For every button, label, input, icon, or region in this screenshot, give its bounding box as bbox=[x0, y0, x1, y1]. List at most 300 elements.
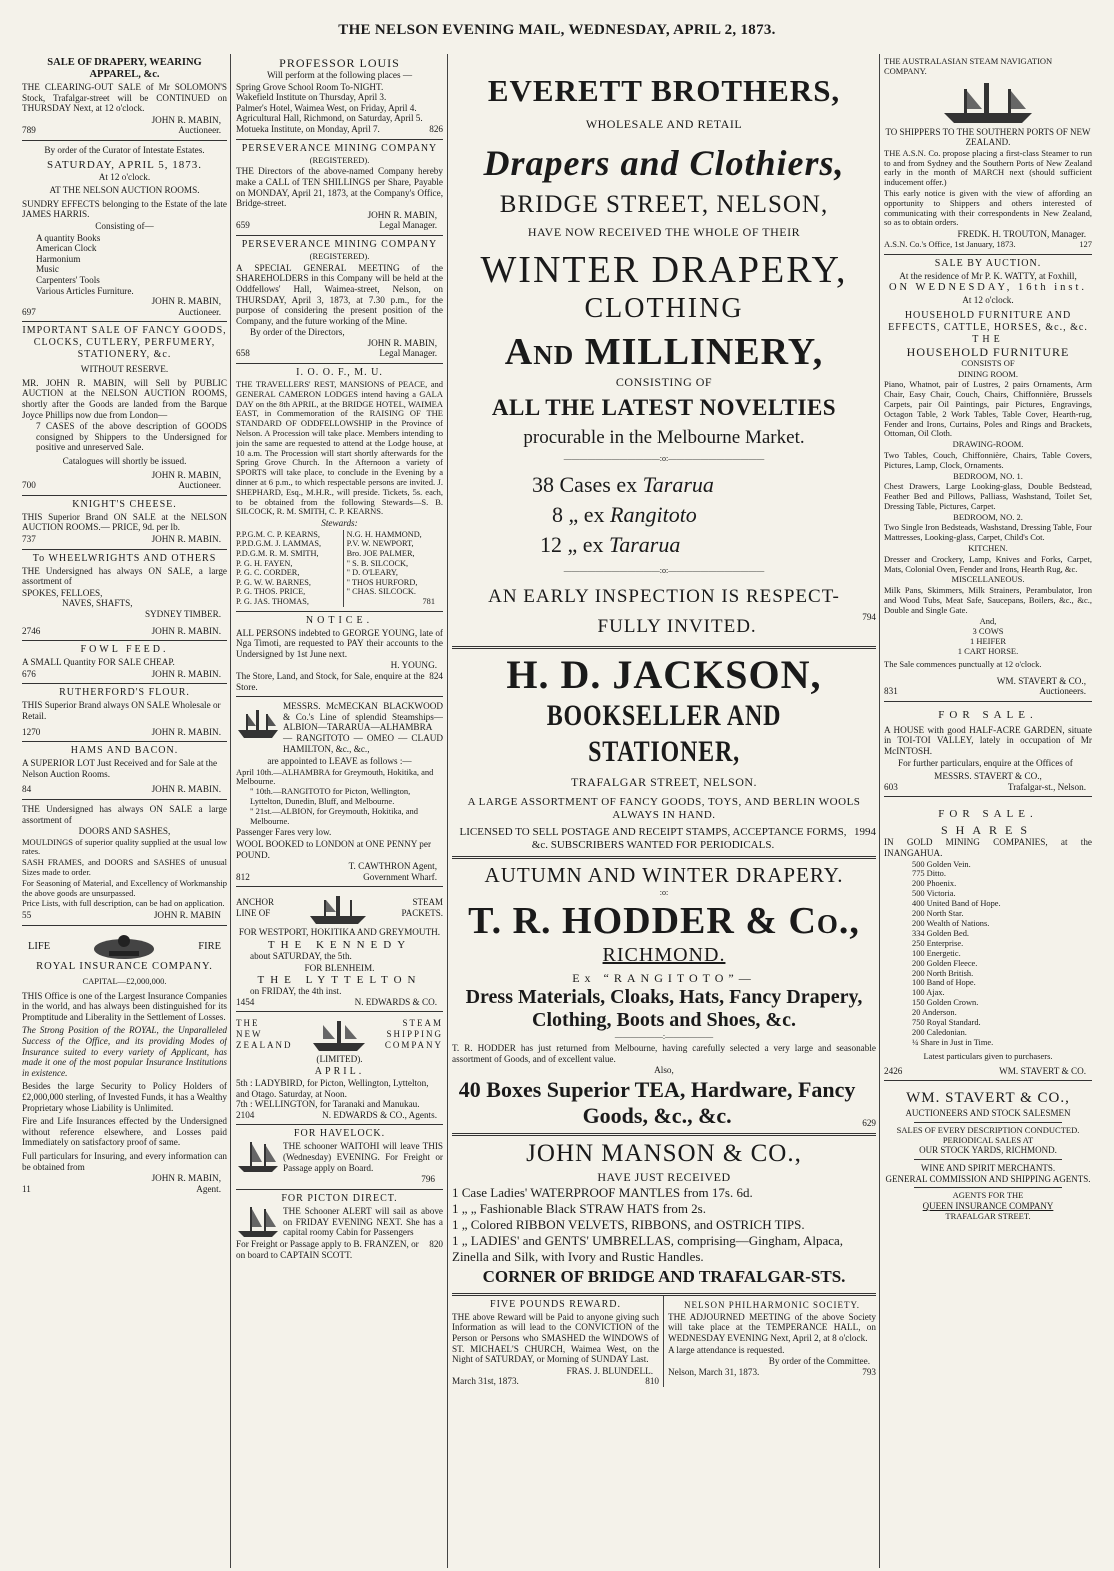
share-item: 200 North Star. bbox=[912, 909, 964, 919]
ad-number: 796 bbox=[421, 1174, 435, 1185]
ad-address: BRIDGE STREET, NELSON, bbox=[499, 191, 829, 218]
ad-signature: JOHN R. MABIN, bbox=[151, 114, 221, 125]
ad-novelties: ALL THE LATEST NOVELTIES bbox=[491, 395, 837, 420]
steamship-icon bbox=[309, 1015, 369, 1053]
ad-label: ZEALAND bbox=[236, 1039, 293, 1050]
ad-shares: SHARES bbox=[940, 823, 1035, 838]
ad-title: FOR PICTON DIRECT. bbox=[281, 1192, 398, 1204]
ad-number: 55 bbox=[22, 910, 32, 921]
list-item: Wakefield Institute on Thursday, April 3. bbox=[236, 92, 387, 103]
steward-row: P.D.G.M. R. M. SMITH, bbox=[236, 549, 319, 558]
steward-row: P.P.G.M. C. P. KEARNS, bbox=[236, 529, 320, 539]
stock-item: 3 COWS bbox=[972, 626, 1004, 637]
ad-number: 1454 bbox=[236, 996, 255, 1007]
ad-philharmonic bbox=[664, 1296, 876, 1387]
steward-row: " CHAS. SILCOCK. bbox=[346, 587, 416, 597]
ad-body: Will perform at the following places — bbox=[266, 70, 413, 80]
ad-signature: JOHN R. MABIN, bbox=[151, 1173, 221, 1184]
ad-hd-jackson bbox=[452, 649, 876, 859]
ad-line: GENERAL COMMISSION AND SHIPPING AGENTS. bbox=[885, 1173, 1091, 1184]
ad-role: Legal Manager. bbox=[379, 220, 437, 231]
ad-time: At 12 o'clock. bbox=[962, 295, 1014, 306]
ad-number: 810 bbox=[645, 1376, 659, 1387]
sailing-row: 5th : LADYBIRD, for Picton, Wellington, Lyttelton, and Otago. Saturday, at Noon. bbox=[236, 1078, 429, 1099]
ad-wheelwrights bbox=[22, 550, 227, 642]
steamship-icon bbox=[938, 77, 1038, 127]
ad-inspection-2: FULLY INVITED. bbox=[597, 616, 757, 637]
ad-title: HAMS AND BACON. bbox=[70, 745, 179, 757]
ad-number: 789 bbox=[22, 125, 36, 136]
ad-anchor-line bbox=[236, 887, 443, 1012]
ad-subtitle: WHOLESALE AND RETAIL bbox=[585, 117, 743, 131]
ad-stewards-label: Stewards: bbox=[321, 518, 358, 529]
ad-subtitle: WITHOUT RESERVE. bbox=[80, 364, 169, 375]
ad-role: Auctioneers. bbox=[1039, 686, 1086, 697]
steward-row: P. G. C. CORDER, bbox=[236, 568, 300, 578]
ad-stavert-co bbox=[884, 1081, 1092, 1225]
ad-intestate-sale bbox=[22, 141, 227, 322]
ad-the: THE bbox=[972, 333, 1004, 345]
ad-title: PROFESSOR LOUIS bbox=[279, 56, 400, 70]
ad-mcmeckan-steamships bbox=[236, 697, 443, 887]
column-rule bbox=[447, 54, 448, 1568]
ad-body: A SUPERIOR LOT Just Received and for Sale at the Nelson Auction Rooms. bbox=[22, 758, 218, 779]
ad-signature: N. EDWARDS & CO., Agents. bbox=[322, 1109, 437, 1120]
ad-perseverance-meeting bbox=[236, 236, 443, 364]
ad-title: SALE OF DRAPERY, WEARING APPAREL, &c. bbox=[47, 57, 202, 80]
ad-number: 84 bbox=[22, 784, 32, 795]
list-item: Various Articles Furniture. bbox=[36, 285, 134, 296]
ad-signature: N. EDWARDS & CO. bbox=[354, 996, 437, 1007]
ad-and: And, bbox=[979, 615, 997, 626]
ad-perseverance-call bbox=[236, 140, 443, 236]
ship-date: about SATURDAY, the 5th. bbox=[250, 951, 352, 962]
ad-line: WINE AND SPIRIT MERCHANTS. bbox=[920, 1162, 1056, 1173]
sailing-row: " 21st.—ALBION, for Greymouth, Hokitika, and Melbourne. bbox=[250, 805, 419, 826]
ad-line: For Seasoning of Material, and Excellency of Workmanship the above goods are unsurpassed. bbox=[22, 877, 227, 898]
ad-line: SPOKES, FELLOES, bbox=[22, 587, 103, 598]
ad-latest: Latest particulars given to purchasers. bbox=[923, 1050, 1053, 1061]
column-3 bbox=[452, 54, 876, 1569]
ad-body: THE Undersigned has always ON SALE a large assortment of bbox=[22, 803, 227, 825]
ad-para: The Strong Position of the ROYAL, the Unparalleled Success of the Office, and its providing Modes of Insurance suited to every variety of Applicant, has made it one of the most popular Insurance Institutions in existence. bbox=[22, 1025, 227, 1078]
column-4 bbox=[884, 54, 1092, 1569]
ad-title: I. O. O. F., M. U. bbox=[296, 367, 383, 379]
ad-body: SUNDRY EFFECTS belonging to the Estate of the late JAMES HARRIS. bbox=[22, 198, 227, 220]
ad-title: NOTICE. bbox=[305, 614, 374, 626]
ad-role: Auctioneer. bbox=[178, 306, 221, 317]
ad-para: Fire and Life Insurances effected by the Undersigned without reference elsewhere, and Losses paid Immediately on satisfactory proof of same. bbox=[22, 1116, 227, 1148]
ad-fares: Passenger Fares very low. bbox=[236, 827, 332, 838]
ad-body: THE schooner WAITOHI will leave THIS (Wednesday) EVENING. For Freight or Passage apply on Board. bbox=[283, 1141, 443, 1173]
ad-line: DOORS AND SASHES, bbox=[78, 826, 171, 837]
ad-signature: FRAS. J. BLUNDELL. bbox=[566, 1365, 653, 1376]
ad-role: Auctioneer. bbox=[178, 480, 221, 491]
ad-address: Trafalgar-st., Nelson. bbox=[1007, 781, 1086, 792]
ad-label: STEAM bbox=[402, 1017, 443, 1028]
ad-title: IMPORTANT SALE OF FANCY GOODS, CLOCKS, CUTLERY, PERFUMERY, STATIONERY, &c. bbox=[22, 325, 227, 361]
ad-procurable: procurable in the Melbourne Market. bbox=[523, 427, 805, 448]
ad-body-2: For further particulars, enquire at the Offices of bbox=[898, 757, 1073, 768]
sailing-row: 7th : WELLINGTON, for Taranaki and Manukau. bbox=[236, 1099, 420, 1110]
ad-para: THE A.S.N. Co. propose placing a first-class Steamer to run to and from Sydney and the Southern Ports of New Zealand early in the month of MARCH next (should sufficient inducement offer.) bbox=[884, 147, 1092, 188]
ad-date: March 31st, 1873. bbox=[452, 1376, 519, 1387]
ad-label: ANCHOR bbox=[236, 897, 275, 908]
ad-number: 812 bbox=[236, 871, 250, 882]
ad-body: THE ADJOURNED MEETING of the above Society will take place at the TEMPERANCE HALL, on WEDNESDAY EVENING Next, April 2, at 8 o'clock. bbox=[668, 1311, 876, 1343]
case-row: 8 „ ex Rangitoto bbox=[552, 502, 697, 527]
ad-capital: CAPITAL—£2,000,000. bbox=[82, 975, 167, 986]
ad-for-sale-house bbox=[884, 702, 1092, 798]
ad-body: MESSRS. McMECKAN BLACKWOOD & Co.'s Line of splendid Steamships—ALBION—TARARUA—ALHAMBRA — RANGITOTO — OMEO — CLAUD HAMILTON, &c., &c., bbox=[283, 701, 443, 754]
ad-number: 820 bbox=[429, 1238, 443, 1249]
share-item: 100 Energetic. bbox=[912, 948, 961, 958]
ad-tea: 40 Boxes Superior TEA, Hardware, Fancy Goods, &c., &c. bbox=[458, 1076, 856, 1128]
ad-number: 676 bbox=[22, 668, 36, 679]
ship-date: on FRIDAY, the 4th inst. bbox=[250, 986, 342, 997]
ad-signature: FREDK. H. TROUTON, Manager. bbox=[957, 229, 1086, 240]
ad-route: FOR WESTPORT, HOKITIKA AND GREYMOUTH. bbox=[238, 927, 441, 938]
ad-para: This early notice is given with the view of affording an opportunity to Shippers and others interested of communicating with their correspondents in New Zealand, so as to obtain orders. bbox=[884, 187, 1092, 228]
share-item: 334 Golden Bed. bbox=[912, 928, 969, 938]
ad-appointed: are appointed to LEAVE as follows :— bbox=[267, 756, 412, 767]
ad-body: THE TRAVELLERS' REST, MANSIONS of PEACE, and GENERAL CAMERON LODGES intend having a GALA DAY on the 8th APRIL, at the BRIDGE HOTEL, WAIMEA EAST, in Commemoration of the RAISING OF THE STANDARD OF ODDFELLOWSHIP in the Province of Nelson. A Procession will take place. Members intending to join the same are requested to attend at the Lodge house, at 10 a.m. The Procession will start shortly afterwards for the Spring Grove Church. In the Afternoon a variety of SPORTS will take place, to conclude in the Evening by a dinner at 6 p.m., to which respectable persons are invited. J. SHEPHARD, Esq., M.H.R., will preside. Tickets, 5s. each, to be obtained from the following Stewards—S. B. SILCOCK, R. M. SMITH, C. P. KEARNS. bbox=[236, 379, 443, 517]
steward-row: P. G. THOS. PRICE, bbox=[236, 587, 306, 597]
ad-fire-label: FIRE bbox=[198, 940, 221, 952]
ad-nz-steam-shipping bbox=[236, 1012, 443, 1125]
ad-signature: WM. STAVERT & CO., bbox=[996, 675, 1086, 686]
ad-line: SYDNEY TIMBER. bbox=[144, 608, 221, 619]
ad-title: WM. STAVERT & CO., bbox=[906, 1090, 1070, 1107]
ad-label: NEW bbox=[236, 1028, 263, 1039]
ad-number: 658 bbox=[236, 348, 250, 359]
ad-body: A HOUSE with good HALF-ACRE GARDEN, situate in TOI-TOI VALLEY, lately in occupation of Mr McINTOSH. bbox=[884, 724, 1092, 757]
case-row: 12 „ ex Tararua bbox=[540, 532, 681, 557]
ad-number: 659 bbox=[236, 220, 250, 231]
bottom-notices bbox=[452, 1296, 876, 1387]
ad-number: 2104 bbox=[236, 1109, 255, 1120]
ad-subtitle: BOOKSELLER AND STATIONER, bbox=[546, 699, 782, 768]
ad-month: APRIL. bbox=[314, 1066, 365, 1077]
ad-ex-ship: Ex “RANGITOTO”— bbox=[572, 971, 756, 985]
ad-number: 831 bbox=[884, 686, 898, 697]
list-item: Music bbox=[36, 264, 59, 275]
ad-number: 781 bbox=[422, 596, 435, 606]
ad-number: 697 bbox=[22, 306, 36, 317]
ad-title: NELSON PHILHARMONIC SOCIETY. bbox=[683, 1299, 861, 1310]
ad-signature: JOHN R. MABIN. bbox=[151, 668, 221, 679]
ad-line: SALES OF EVERY DESCRIPTION CONDUCTED. bbox=[896, 1124, 1080, 1135]
share-item: 250 Enterprise. bbox=[912, 938, 964, 948]
goods-row: 1 „ „ Fashionable Black STRAW HATS from 2s. bbox=[452, 1200, 706, 1216]
share-item: 500 Victoria. bbox=[912, 889, 956, 899]
ad-also: Also, bbox=[654, 1065, 674, 1076]
list-item: A quantity Books bbox=[36, 232, 101, 243]
ad-body: IN GOLD MINING COMPANIES, at the INANGAHUA. bbox=[884, 837, 1092, 858]
share-item: 200 Caledonian. bbox=[912, 1027, 967, 1037]
schooner-icon bbox=[236, 1140, 280, 1174]
ad-time: At 12 o'clock. bbox=[98, 171, 151, 182]
share-item: 200 Phoenix. bbox=[912, 879, 957, 889]
ad-signature: JOHN R. MABIN, bbox=[367, 337, 437, 348]
ad-number: 794 bbox=[862, 612, 876, 622]
ad-title: JOHN MANSON & CO., bbox=[526, 1139, 802, 1167]
ad-para: Full particulars for Insuring, and every information can be obtained from bbox=[22, 1150, 227, 1172]
stock-item: 1 CART HORSE. bbox=[957, 646, 1019, 657]
ad-havelock bbox=[236, 1125, 443, 1190]
ad-body: T. R. HODDER has just returned from Melbourne, having carefully selected a very large and seasonable assortment of Goods, and of excellent value. bbox=[452, 1043, 876, 1064]
ad-number: 737 bbox=[22, 534, 36, 544]
ad-number: 2746 bbox=[22, 625, 41, 636]
ad-signature: MESSRS. STAVERT & CO., bbox=[934, 771, 1042, 782]
room-items: Milk Pans, Skimmers, Milk Strainers, Perambulator, Iron and Wood Tubs, Meat Safe, Saucepans, Boilers, &c., &c., Double and Single Gate. bbox=[884, 585, 1092, 615]
ad-hams-bacon bbox=[22, 742, 227, 800]
ad-line: SASH FRAMES, and DOORS and SASHES of unusual Sizes made to order. bbox=[22, 857, 227, 878]
ad-signature: JOHN R. MABIN. bbox=[151, 625, 221, 636]
ad-date: SATURDAY, APRIL 5, 1873. bbox=[46, 158, 202, 171]
ad-line: A LARGE ASSORTMENT OF FANCY GOODS, TOYS, AND BERLIN WOOLS ALWAYS IN HAND. bbox=[467, 796, 861, 821]
ad-line: LICENSED TO SELL POSTAGE AND RECEIPT STAMPS, ACCEPTANCE FORMS, &c. SUBSCRIBERS WANTED FOR PERIODICALS. bbox=[459, 826, 847, 851]
ad-title: FOWL FEED. bbox=[80, 644, 169, 656]
share-item: 100 Ajax. bbox=[912, 988, 945, 998]
stock-item: 1 HEIFER bbox=[969, 636, 1007, 647]
ad-signature: JOHN R. MABIN, bbox=[367, 209, 437, 220]
ad-body: THE CLEARING-OUT SALE of Mr SOLOMON'S Stock, Trafalgar-street will be CONTINUED on THURSDAY Next, at 12 o'clock. bbox=[22, 82, 227, 114]
ad-label: THE bbox=[236, 1017, 260, 1028]
ad-number: 700 bbox=[22, 480, 36, 491]
ad-number: 629 bbox=[862, 1118, 876, 1129]
list-item: Agricultural Hall, Richmond, on Saturday, April 5. bbox=[236, 113, 423, 124]
ad-picton-direct bbox=[236, 1190, 443, 1264]
ad-consists: CONSISTS OF bbox=[961, 357, 1015, 368]
goods-row: 1 „ Colored RIBBON VELVETS, RIBBONS, and OSTRICH TIPS. bbox=[452, 1216, 805, 1232]
ad-life-label: LIFE bbox=[28, 940, 51, 952]
ad-john-manson bbox=[452, 1136, 876, 1296]
ad-winter: WINTER DRAPERY, bbox=[480, 249, 848, 291]
ad-label: COMPANY bbox=[384, 1039, 443, 1050]
ad-body: ALL PERSONS indebted to GEORGE YOUNG, late of Nga Timoti, are requested to PAY their accounts to the Undersigned by 1st June next. bbox=[236, 627, 443, 659]
column-rule bbox=[230, 54, 231, 1568]
ad-five-pounds-reward bbox=[452, 1296, 664, 1387]
ad-royal-insurance bbox=[22, 926, 227, 1198]
ad-para: THIS Office is one of the Largest Insurance Companies in the world, and has always been distinguished for its Promptitude and Liberality in the Settlement of Losses. bbox=[22, 990, 227, 1022]
steward-row: " D. O'LEARY, bbox=[346, 568, 398, 578]
ad-body: THE above Reward will be Paid to anyone giving such Information as will lead to the CONVICTION of the Person or Persons who SMASHED the WINDOWS of ST. MICHAEL'S CHURCH, Waimea West, on the Night of SATURDAY, or Morning of SUNDAY Last. bbox=[452, 1311, 659, 1365]
ad-title: PERSEVERANCE MINING COMPANY bbox=[241, 238, 438, 250]
ad-place: AT THE NELSON AUCTION ROOMS. bbox=[49, 185, 200, 196]
ad-fancy-goods-sale bbox=[22, 322, 227, 496]
share-item: 20 Anderson. bbox=[912, 1008, 957, 1018]
ad-title: FOR HAVELOCK. bbox=[293, 1128, 386, 1140]
list-item: American Clock bbox=[36, 243, 97, 254]
ad-signature: JOHN R. MABIN, bbox=[151, 296, 221, 307]
ad-consisting: CONSISTING OF bbox=[615, 375, 713, 389]
ad-body: THE Schooner ALERT will sail as above on FRIDAY EVENING NEXT. She has a capital roomy Cabin for Passengers bbox=[283, 1205, 443, 1238]
ad-title: T. R. HODDER & Co., bbox=[468, 900, 860, 942]
ad-role: Government Wharf. bbox=[363, 871, 437, 882]
ad-number: 824 bbox=[429, 670, 443, 681]
ad-body: A SPECIAL GENERAL MEETING of the SHAREHOLDERS in this Company will be held at the Oddfellows' Hall, Waimea-street, Nelson, on THURSDAY, April 3, 1873, at 7.30 p.m., for the purpose of considering the present position of the Company, and the future working of the Mine. bbox=[236, 262, 443, 326]
sailing-row: April 10th.—ALHAMBRA for Greymouth, Hokitika, and Melbourne. bbox=[236, 766, 434, 787]
ad-heading: AUTUMN AND WINTER DRAPERY. bbox=[484, 863, 844, 887]
room-items: Chest Drawers, Large Looking-glass, Double Bedstead, Feather Bed and Pillows, Palliass, Washstand, Toilet Set, Dressing Table, Pictures, Carpet. bbox=[884, 481, 1092, 511]
list-item: Palmer's Hotel, Waimea West, on Friday, April 4. bbox=[236, 102, 417, 113]
ad-line: NAVES, SHAFTS, bbox=[62, 598, 133, 609]
ad-subtitle: AUCTIONEERS AND STOCK SALESMEN bbox=[905, 1108, 1071, 1119]
ad-label: LINE OF bbox=[236, 908, 271, 919]
ad-professor-louis bbox=[236, 54, 443, 140]
goods-row: 1 „ LADIES' and GENTS' UMBRELLAS, comprising—Gingham, Alpaca, Zinella and Silk, with Ivory and Rustic Handles. bbox=[452, 1232, 844, 1264]
ad-route: FOR BLENHEIM. bbox=[304, 962, 375, 973]
ad-household: HOUSEHOLD FURNITURE bbox=[906, 344, 1070, 359]
ad-number: 826 bbox=[429, 123, 443, 134]
ad-subtitle: TO SHIPPERS TO THE SOUTHERN PORTS OF NEW ZEALAND. bbox=[885, 126, 1091, 148]
sailing-row: " 10th.—RANGITOTO for Picton, Wellington, Lyttelton, Dunedin, Bluff, and Melbourne. bbox=[250, 786, 411, 807]
ad-title: RUTHERFORD'S FLOUR. bbox=[59, 687, 190, 699]
ad-title: H. D. JACKSON, bbox=[506, 652, 822, 697]
steward-row: P. G. W. W. BARNES, bbox=[236, 577, 311, 587]
ad-number: 2426 bbox=[884, 1065, 903, 1076]
ad-title: SALE BY AUCTION. bbox=[934, 257, 1042, 269]
coat-of-arms-icon bbox=[89, 933, 159, 961]
masthead: THE NELSON EVENING MAIL, WEDNESDAY, APRIL 2, 1873. bbox=[338, 22, 776, 38]
ad-drapers: Drapers and Clothiers, bbox=[483, 143, 845, 183]
share-item: 400 United Band of Hope. bbox=[912, 899, 1001, 909]
room-name: KITCHEN. bbox=[968, 543, 1008, 554]
steward-row: N.G. H. HAMMOND, bbox=[346, 529, 422, 539]
ad-consisting: Consisting of— bbox=[95, 220, 154, 231]
column-rule bbox=[879, 54, 880, 1568]
ad-title: To WHEELWRIGHTS AND OTHERS bbox=[32, 552, 217, 564]
ad-body: THE Directors of the above-named Company hereby make a CALL of TEN SHILLINGS per Share, Payable on MONDAY, April 21, 1873, at the Company's Office, Bridge-street. bbox=[236, 166, 443, 209]
ad-line: OUR STOCK YARDS, RICHMOND. bbox=[919, 1145, 1057, 1156]
ad-address: CORNER OF BRIDGE AND TRAFALGAR-STS. bbox=[482, 1266, 846, 1286]
ad-body: THIS Superior Brand ON SALE at the NELSON AUCTION ROOMS.— PRICE, 9d. per lb. bbox=[22, 511, 227, 533]
list-item: Carpenters' Tools bbox=[36, 274, 100, 285]
room-name: BEDROOM, NO. 1. bbox=[953, 470, 1023, 481]
ad-subtitle: (REGISTERED). bbox=[309, 154, 370, 165]
share-item: 750 Royal Standard. bbox=[912, 1018, 981, 1028]
ad-line: Price Lists, with full description, can be had on application. bbox=[22, 898, 225, 909]
room-items: Dresser and Crockery, Lamp, Knives and Forks, Carpet, Mats, Colonial Oven, Fender and Irons, Hearth Rug, &c. bbox=[884, 553, 1092, 574]
ad-signature: JOHN R. MABIN. bbox=[151, 726, 221, 737]
ad-signature: JOHN R. MABIN bbox=[153, 910, 221, 921]
steward-row: P.V. W. NEWPORT, bbox=[346, 539, 414, 549]
steward-row: " THOS HURFORD, bbox=[346, 577, 418, 587]
ad-title: EVERETT BROTHERS, bbox=[487, 73, 841, 108]
ad-address: TRAFALGAR STREET, NELSON. bbox=[570, 775, 758, 789]
ad-title: THE AUSTRALASIAN STEAM NAVIGATION COMPANY. bbox=[884, 56, 1053, 76]
ad-body: THIS Superior Brand always ON SALE Wholesale or Retail. bbox=[22, 700, 221, 721]
ad-title: KNIGHT'S CHEESE. bbox=[72, 498, 177, 510]
ad-subtitle: HAVE JUST RECEIVED bbox=[597, 1169, 731, 1184]
stewards-table bbox=[236, 530, 443, 607]
ad-signature: H. YOUNG. bbox=[390, 660, 437, 671]
ad-signature: WM. STAVERT & CO. bbox=[999, 1065, 1086, 1076]
room-name: BEDROOM, NO. 2. bbox=[953, 511, 1023, 522]
ad-attendance: A large attendance is requested. bbox=[668, 1344, 785, 1355]
ad-label: PACKETS. bbox=[401, 908, 443, 919]
steamship-icon bbox=[236, 700, 280, 740]
ad-title: FOR SALE. bbox=[938, 808, 1038, 821]
ad-fowl-feed bbox=[22, 641, 227, 684]
room-name: DRAWING-ROOM. bbox=[952, 439, 1024, 450]
ad-clothing: CLOTHING bbox=[584, 293, 744, 324]
share-item: 775 Ditto. bbox=[912, 869, 946, 879]
ad-asn-company bbox=[884, 54, 1092, 255]
ad-body-2: 7 CASES of the above description of GOODS consigned by Shippers to the Undersigned for positive and unreserved Sale. bbox=[36, 421, 227, 453]
ad-number: 11 bbox=[22, 1183, 31, 1194]
ad-number: 127 bbox=[1079, 238, 1092, 249]
ad-title: FOR SALE. bbox=[938, 708, 1038, 721]
ad-drapery-sale bbox=[22, 54, 227, 141]
ad-office: A.S.N. Co.'s Office, 1st January, 1873. bbox=[884, 238, 1016, 249]
ad-title: PERSEVERANCE MINING COMPANY bbox=[241, 142, 438, 154]
ad-number: 793 bbox=[862, 1366, 876, 1377]
room-name: MISCELLANEOUS. bbox=[951, 574, 1025, 585]
ad-role: Auctioneer. bbox=[178, 125, 221, 136]
ad-date: ON WEDNESDAY, 16th inst. bbox=[888, 282, 1088, 294]
ad-catalogue: Catalogues will shortly be issued. bbox=[62, 456, 187, 467]
ad-wool: WOOL BOOKED to LONDON at ONE PENNY per POUND. bbox=[236, 839, 432, 860]
ad-label: STEAM bbox=[412, 897, 443, 908]
ad-everett-brothers: EVERETT BROTHERS, WHOLESALE AND RETAIL Drapers and Clothiers, BRIDGE STREET, NELSON, HAVE NOW RECEIVED THE WHOLE OF THEIR WINTER DRAPERY, CLOTHING And MILLINERY, CONSISTING OF ALL THE LATEST NOVELTIES procurable in the Melbourne Market. ————————————:o:———————————— 38 Cases ex Tararua 8 „ ex Rangitoto 12 „ ex Tararua ————————————:o:———————————— AN EARLY INSPECTION IS RESPECT- FULLY INVITED. 794 bbox=[452, 54, 876, 649]
ad-sale-by-auction bbox=[884, 255, 1092, 702]
shares-list bbox=[884, 860, 1092, 1048]
ad-subtitle: (REGISTERED). bbox=[309, 250, 370, 261]
ad-inspection: AN EARLY INSPECTION IS RESPECT- bbox=[488, 586, 840, 607]
share-item: 200 Golden Fleece. bbox=[912, 958, 978, 968]
room-items: Piano, Whatnot, pair of Lustres, 2 pairs Ornaments, Arm Chair, Easy Chair, Couch, Chairs, Chiffonnière, Brussels Carpets, pair Oil Paintings, pair Pictures, Engravings, Octagon Table, 2 Work Tables, Table Cover, Hearth-rug, Fender and Irons, Curtains, Poles and Rings and Brackets, Ottoman, Oil Cloth. bbox=[884, 379, 1092, 439]
ad-signature: JOHN R. MABIN. bbox=[151, 784, 221, 795]
ad-rutherfords-flour bbox=[22, 684, 227, 742]
ad-signature: T. CAWTHRON Agent, bbox=[348, 861, 437, 872]
ad-have: HAVE NOW RECEIVED THE WHOLE OF THEIR bbox=[527, 225, 801, 239]
ad-for-sale-shares bbox=[884, 797, 1092, 1081]
ad-body-2: For Freight or Passage apply to B. FRANZEN, or on board to CAPTAIN SCOTT. bbox=[236, 1238, 419, 1260]
share-item: 100 Band of Hope. bbox=[912, 978, 976, 988]
ad-body: MR. JOHN R. MABIN, will Sell by PUBLIC AUCTION at the NELSON AUCTION ROOMS, shortly after the Goods are landed from the Barque Joyce Phillips now due from London— bbox=[22, 377, 227, 420]
ad-number: 1270 bbox=[22, 726, 41, 737]
list-item: Motueka Institute, on Monday, April 7. bbox=[236, 123, 380, 134]
ad-signature: JOHN R. MABIN, bbox=[151, 469, 221, 480]
ad-commence: The Sale commences punctually at 12 o'clock. bbox=[884, 658, 1042, 669]
ad-line: TRAFALGAR STREET. bbox=[945, 1210, 1031, 1221]
steward-row: P.P.D.G.M. J. LAMMAS, bbox=[236, 539, 322, 549]
ship-name: Rangitoto bbox=[610, 502, 697, 527]
steamship-icon bbox=[306, 890, 370, 926]
ad-line: MOULDINGS of superior quality supplied at the usual low rates. bbox=[22, 836, 227, 857]
room-items: Two Single Iron Bedsteads, Washstand, Dressing Table, Four Mattresses, Looking-glass, Carpet, Child's Cot. bbox=[884, 522, 1092, 543]
item-list bbox=[22, 233, 227, 297]
steward-row: " S. B. SILCOCK, bbox=[346, 558, 409, 568]
ad-goods: Dress Materials, Cloaks, Hats, Fancy Drapery, Clothing, Boots and Shoes, &c. bbox=[465, 986, 863, 1031]
ad-tr-hodder: AUTUMN AND WINTER DRAPERY. :o: T. R. HODDER & Co., RICHMOND. Ex “RANGITOTO”— Dress Materials, Cloaks, Hats, Fancy Drapery, Clothing, Boots and Shoes, &c. ——————:—————— T. R. HODDER has just returned from Melbourne, having carefully selected a very large and seasonable assortment of Goods, and of excellent value. Also, 40 Boxes Superior TEA, Hardware, Fancy Goods, &c., &c. 629 bbox=[452, 859, 876, 1136]
ad-number: 603 bbox=[884, 781, 898, 792]
ad-role: Legal Manager. bbox=[379, 348, 437, 359]
ad-body: THE Undersigned has always ON SALE, a large assortment of bbox=[22, 565, 227, 587]
ad-label: SHIPPING bbox=[386, 1028, 443, 1039]
list-item: Harmonium bbox=[36, 253, 81, 264]
share-item: 200 North British. bbox=[912, 968, 974, 978]
ship-name: Tararua bbox=[642, 472, 714, 497]
ad-date: Nelson, March 31, 1873. bbox=[668, 1366, 760, 1377]
ad-line: AGENTS FOR THE bbox=[952, 1190, 1024, 1201]
ad-title: ROYAL INSURANCE COMPANY. bbox=[36, 960, 213, 972]
ad-title: FIVE POUNDS REWARD. bbox=[490, 1298, 621, 1310]
steward-row: Bro. JOE PALMER, bbox=[346, 549, 415, 558]
case-row: 38 Cases ex Tararua bbox=[532, 472, 714, 497]
